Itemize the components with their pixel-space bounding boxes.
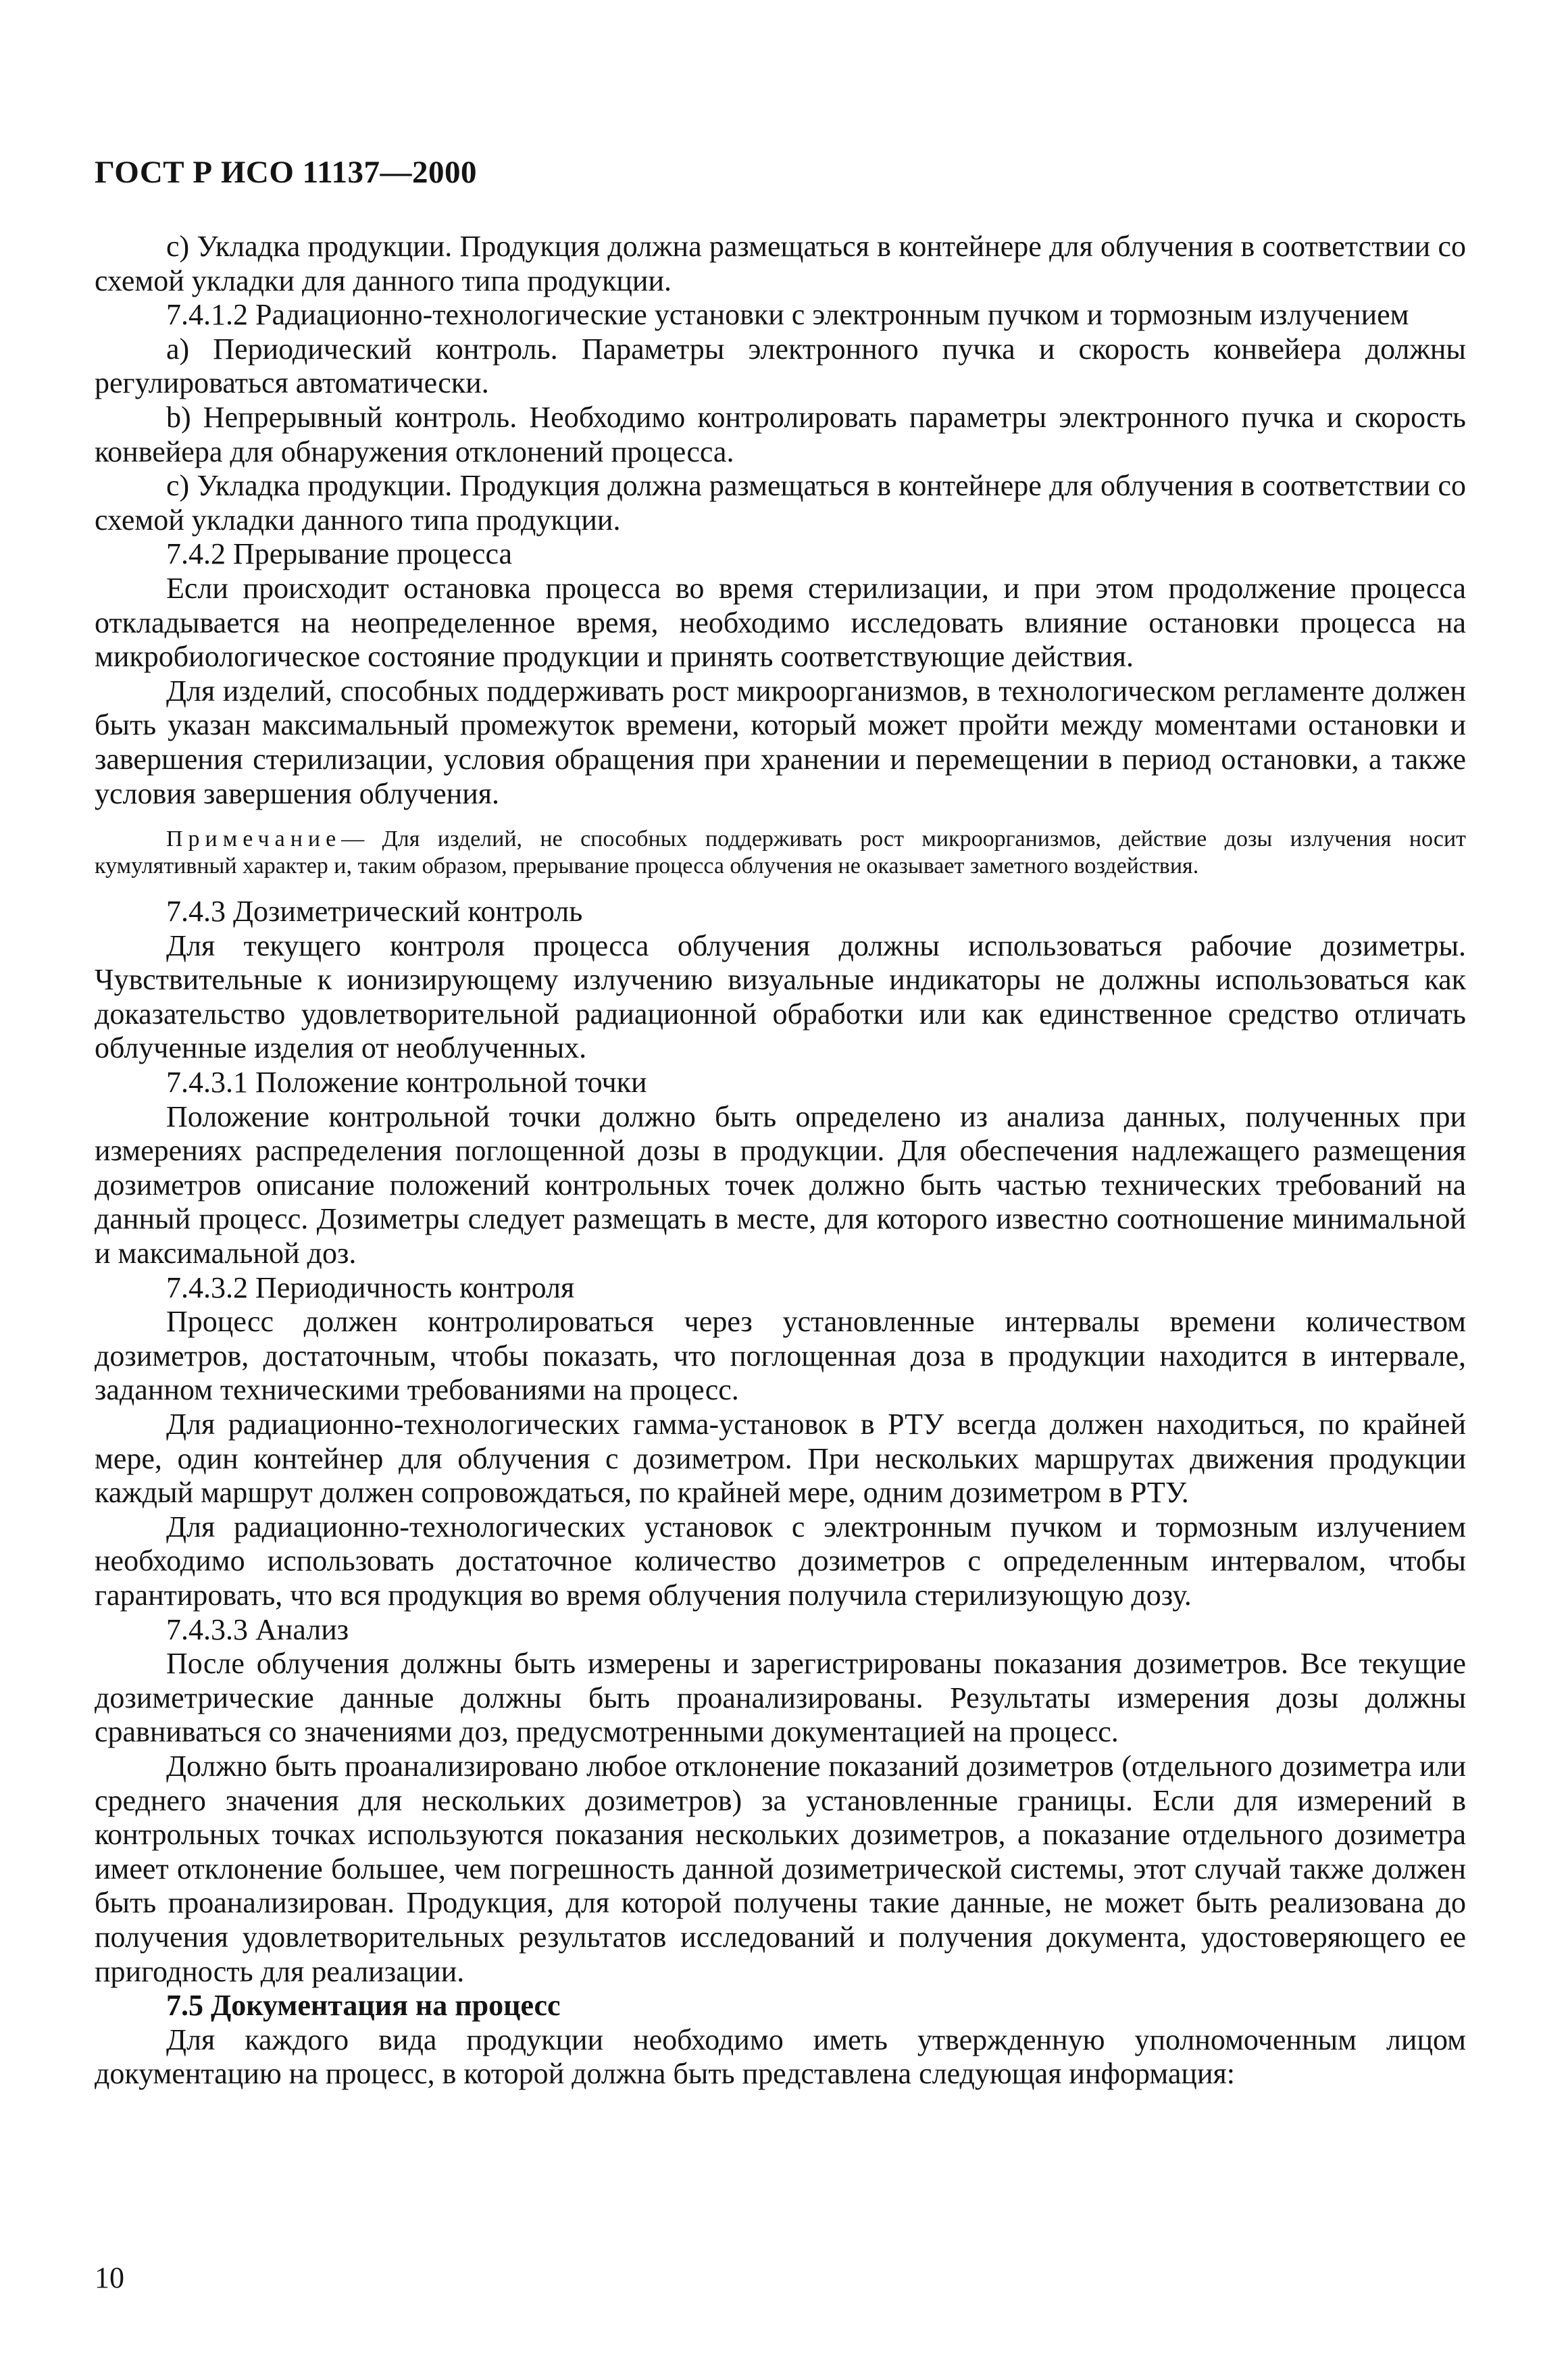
paragraph-continuous-control: b) Непрерывный контроль. Необходимо контролировать параметры электронного пучка и скорость конвейера для обнаружения отклонений процесса. (95, 400, 1466, 468)
section-7-5-heading: 7.5 Документация на процесс (166, 1989, 561, 2023)
page-number: 10 (95, 2261, 124, 2294)
section-7-4-1-2-heading: 7.4.1.2 Радиационно-технологические установки с электронным пучком и тормозным излучением (166, 298, 1409, 332)
paragraph-packing-gamma: c) Укладка продукции. Продукция должна размещаться в контейнере для облучения в соответствии со схемой укладки для данного типа продукции. (95, 230, 1466, 297)
paragraph-analysis: После облучения должны быть измерены и зарегистрированы показания дозиметров. Все текущие дозиметрические данные должны быть проанализированы. Результаты измерения дозы должны сравниваться со значениями доз, предусмотренными документацией на процесс. (95, 1647, 1466, 1749)
paragraph-packing-electron: c) Укладка продукции. Продукция должна размещаться в контейнере для облучения в соответствии со схемой укладки данного типа продукции. (95, 469, 1466, 537)
section-7-4-2-heading: 7.4.2 Прерывание процесса (166, 537, 513, 571)
section-7-4-3-2-heading: 7.4.3.2 Периодичность контроля (166, 1270, 575, 1304)
paragraph-process-stop: Если происходит остановка процесса во время стерилизации, и при этом продолжение процесса откладывается на неопределенное время, необходимо исследовать влияние остановки процесса на микробиологическое состояние продукции и принять соответствующие действия. (95, 571, 1466, 674)
paragraph-periodic-control: a) Периодический контроль. Параметры электронного пучка и скорость конвейера должны регулироваться автоматически. (95, 332, 1466, 400)
section-7-4-3-1-heading: 7.4.3.1 Положение контрольной точки (166, 1066, 647, 1099)
paragraph-control-point: Положение контрольной точки должно быть определено из анализа данных, полученных при измерениях распределения поглощенной дозы в продукции. Для обеспечения надлежащего размещения дозиметров описание положений контрольных точек должно быть частью технических требований на данный процесс. Дозиметры следует размещать в месте, для которого известно соотношение минимальной и максимальной доз. (95, 1099, 1466, 1270)
note-paragraph (95, 826, 1466, 880)
paragraph-dosimetry-control: Для текущего контроля процесса облучения должны использоваться рабочие дозиметры. Чувствительные к ионизирующему излучению визуальные индикаторы не должны использоваться как доказательство удовлетворительной радиационной обработки или как единственное средство отличать облученные изделия от необлученных. (95, 928, 1466, 1065)
paragraph-gamma-installations: Для радиационно-технологических гамма-установок в РТУ всегда должен находиться, по крайней мере, один контейнер для облучения с дозиметром. При нескольких маршрутах движения продукции каждый маршрут должен сопровождаться, по крайней мере, одним дозиметром в РТУ. (95, 1408, 1466, 1510)
paragraph-electron-installations: Для радиационно-технологических установок с электронным пучком и тормозным излучением необходимо использовать достаточное количество дозиметров с определенным интервалом, чтобы гарантировать, что вся продукция во время облучения получила стерилизующую дозу. (95, 1510, 1466, 1612)
note-label: Примечание (166, 826, 342, 852)
section-7-4-3-3-heading: 7.4.3.3 Анализ (166, 1612, 349, 1646)
paragraph-documentation: Для каждого вида продукции необходимо иметь утвержденную уполномоченным лицом документацию на процесс, в которой должна быть представлена следующая информация: (95, 2023, 1466, 2091)
document-body (95, 230, 1466, 2091)
paragraph-periodicity: Процесс должен контролироваться через установленные интервалы времени количеством дозиметров, достаточным, чтобы показать, что поглощенная доза в продукции находится в интервале, заданном техническими требованиями на процесс. (95, 1305, 1466, 1407)
note-text: — Для изделий, не способных поддерживать рост микроорганизмов, действие дозы излучения носит кумулятивный характер и, таким образом, прерывание процесса облучения не оказывает заметного воздействия. (95, 826, 1466, 879)
section-7-4-3-heading: 7.4.3 Дозиметрический контроль (166, 895, 583, 928)
paragraph-deviation: Должно быть проанализировано любое отклонение показаний дозиметров (отдельного дозиметра или среднего значения для нескольких дозиметров) за установленные границы. Если для измерений в контрольных точках используются показания нескольких дозиметров, а показание отдельного дозиметра имеет отклонение большее, чем погрешность данной дозиметрической системы, этот случай также должен быть проанализирован. Продукция, для которой получены такие данные, не может быть реализована до получения удовлетворительных результатов исследований и получения документа, удостоверяющего ее пригодность для реализации. (95, 1749, 1466, 1988)
paragraph-max-interval: Для изделий, способных поддерживать рост микроорганизмов, в технологическом регламенте должен быть указан максимальный промежуток времени, который может пройти между моментами остановки и завершения стерилизации, условия обращения при хранении и перемещении в период остановки, а также условия завершения облучения. (95, 674, 1466, 810)
document-page (95, 0, 1466, 2353)
document-header: ГОСТ Р ИСО 11137—2000 (95, 155, 477, 190)
